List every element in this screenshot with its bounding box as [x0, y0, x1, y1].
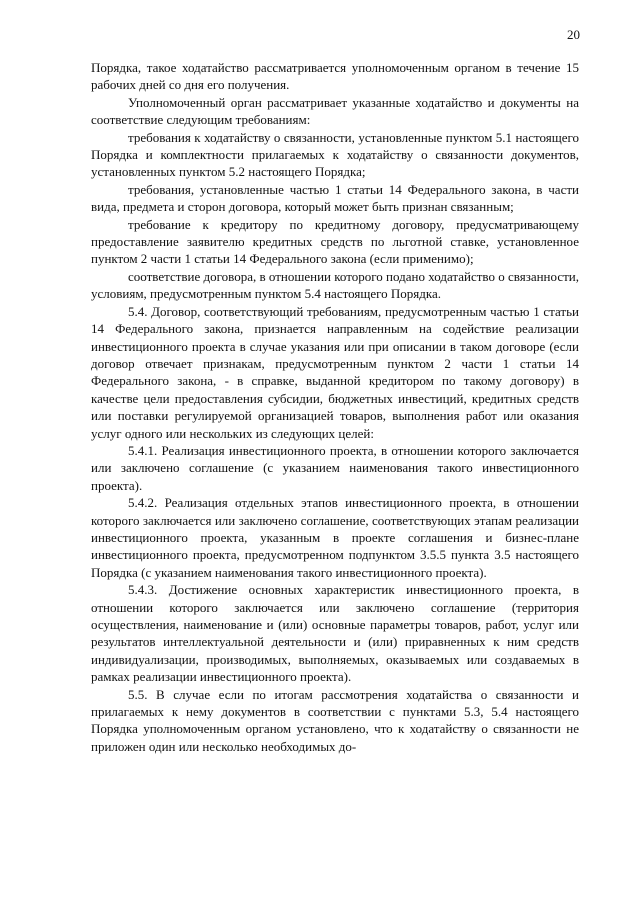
document-body — [91, 59, 579, 755]
paragraph-requirement-2: требования, установленные частью 1 статьи 14 Федерального закона, в части вида, предмета и сторон договора, который может быть признан связанным; — [91, 181, 579, 215]
paragraph-requirement-1: требования к ходатайству о связанности, установленные пунктом 5.1 настоящего Порядка и комплектности прилагаемых к ходатайству о связанности документов, установленных пунктом 5.2 настоящего Порядка; — [91, 129, 579, 180]
paragraph-requirement-3: требование к кредитору по кредитному договору, предусматривающему предоставление заявителю кредитных средств по льготной ставке, установленное пунктом 2 части 1 статьи 14 Федерального закона (если применимо); — [91, 216, 579, 267]
paragraph-requirement-4: соответствие договора, в отношении которого подано ходатайство о связанности, условиям, предусмотренным пунктом 5.4 настоящего Порядка. — [91, 268, 579, 302]
paragraph-5-4-1: 5.4.1. Реализация инвестиционного проекта, в отношении которого заключается или заключено соглашение (с указанием наименования такого инвестиционного проекта). — [91, 442, 579, 493]
paragraph-5-5: 5.5. В случае если по итогам рассмотрения ходатайства о связанности и прилагаемых к нему документов в соответствии с пунктами 5.3, 5.4 настоящего Порядка уполномоченным органом установлено, что к ходатайству о связанности не приложен один или несколько необходимых до- — [91, 686, 579, 754]
page-number: 20 — [567, 27, 580, 42]
paragraph-5-4-3: 5.4.3. Достижение основных характеристик инвестиционного проекта, в отношении которого заключается или заключено соглашение (территория осуществления, наименование и (или) основные параметры товаров, работ, услуг или результатов интеллектуальной деятельности и (или) приравненных к ним средств индивидуализации, производимых, выполняемых, оказываемых или создаваемых в рамках реализации инвестиционного проекта). — [91, 582, 579, 685]
paragraph-5-4: 5.4. Договор, соответствующий требованиям, предусмотренным частью 1 статьи 14 Федерального закона, признается направленным на содействие реализации инвестиционного проекта в случае указания или при описании в таком договоре (если договор отвечает признакам, предусмотренным пунктом 2 части 1 статьи 14 Федерального закона, - в справке, выданной кредитором по такому договору) в качестве цели предоставления субсидии, бюджетных инвестиций, кредитных средств или поставки регулируемой организацией товаров, выполнения работ или оказания услуг одного или нескольких из следующих целей: — [91, 303, 579, 441]
paragraph-requirements-intro: Уполномоченный орган рассматривает указанные ходатайство и документы на соответствие следующим требованиям: — [91, 94, 579, 128]
paragraph-continuation: Порядка, такое ходатайство рассматривается уполномоченным органом в течение 15 рабочих дней со дня его получения. — [91, 60, 579, 93]
paragraph-5-4-2: 5.4.2. Реализация отдельных этапов инвестиционного проекта, в отношении которого заключается или заключено соглашение, соответствующих этапам реализации инвестиционного проекта, указанным в проекте соглашения и бизнес-плане инвестиционного проекта, предусмотренном подпунктом 3.5.5 пункта 3.5 настоящего Порядка (с указанием наименования такого инвестиционного проекта). — [91, 495, 579, 580]
